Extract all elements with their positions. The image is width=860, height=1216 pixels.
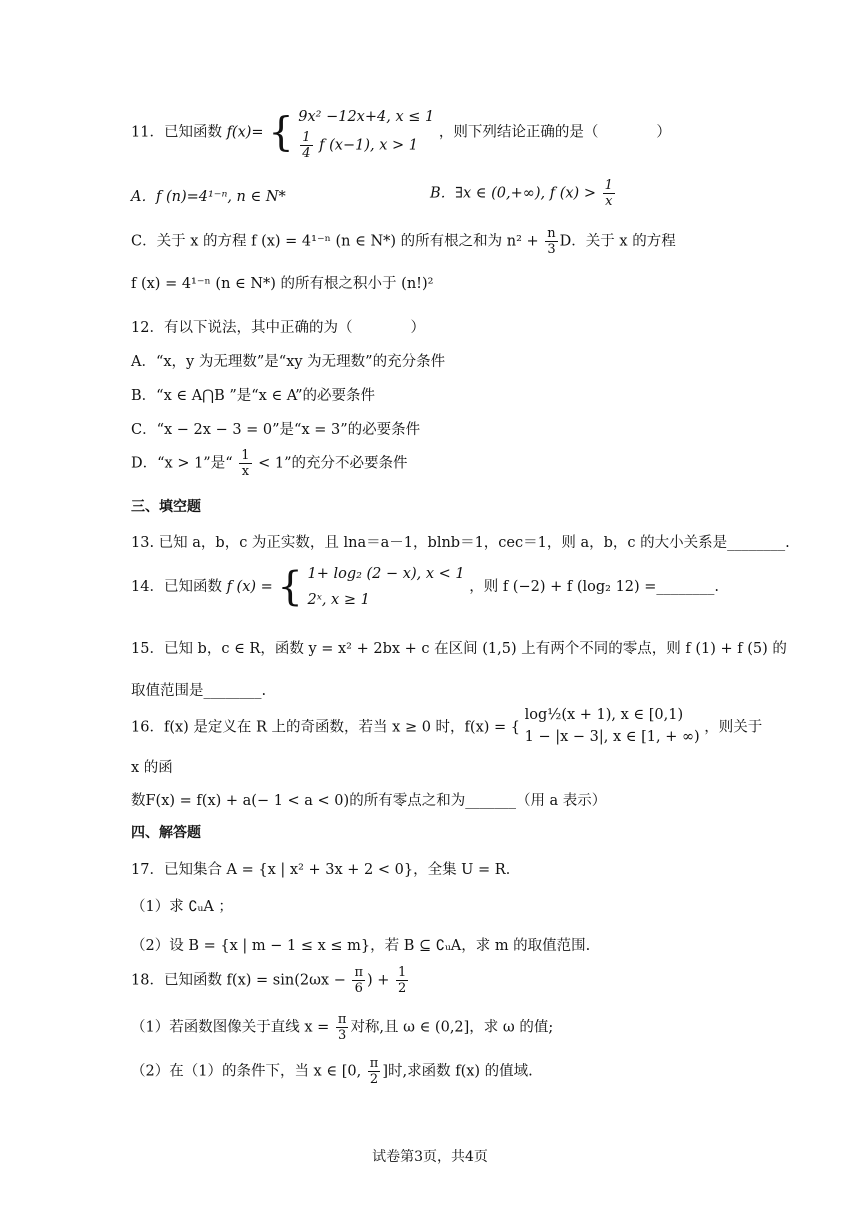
q12-option-c: C．“x − 2x − 3 = 0”是“x = 3”的必要条件 <box>131 422 421 438</box>
q11-case-1: 9x² −12x+4, x ≤ 1 <box>298 109 435 125</box>
q11-brace: { <box>268 109 294 156</box>
section-title-solutions: 四、解答题 <box>131 825 201 841</box>
q11-optc-fraction: $\frac{n}{3}$ <box>547 226 556 257</box>
q11-function-name: f(x)= <box>226 124 264 141</box>
q11-paren-close: ） <box>656 124 671 141</box>
q11-option-b: B．∃x ∈ (0,+∞), f (x) > $\frac{1}{x}$ <box>430 178 613 209</box>
q14-case-2: 2ˣ, x ≥ 1 <box>307 592 370 608</box>
page-footer: 试卷第3页，共4页 <box>372 1149 488 1165</box>
q17-part2: （2）设 B = {x | m − 1 ≤ x ≤ m}，若 B ⊆ ∁ᵤA，求 m 的取值范围. <box>131 938 591 954</box>
q16-line1: 16．f(x) 是定义在 R 上的奇函数，若当 x ≥ 0 时，f(x) = { log½(x + 1), x ∈ [0,1) 1 − |x − 3|, x ∈ [1, + ∞) ，则关于 <box>131 704 762 748</box>
q18-part1: （1）若函数图像关于直线 x = $\frac{\pi}{3}$ 对称,且 ω ∈ (0,2]，求 ω 的值; <box>131 1012 554 1043</box>
q18-stem: 18．已知函数 f(x) = sin(2ωx − $\frac{\pi}{6}$ ) + $\frac{1}{2}$ <box>131 965 407 996</box>
q14: 14．已知函数 f (x) = { 1+ log₂ (2 − x), x < 1 2ˣ, x ≥ 1 ，则 f (−2) + f (log₂ 12) =________. <box>131 561 719 613</box>
q12-option-d: D．“x > 1”是“ $\frac{1}{x}$ < 1”的充分不必要条件 <box>131 448 408 479</box>
q15-line2: 取值范围是________. <box>131 683 267 699</box>
q16-case-2: 1 − |x − 3|, x ∈ [1, + ∞) <box>524 729 700 745</box>
q14-case-1: 1+ log₂ (2 − x), x < 1 <box>307 566 465 582</box>
q16-case-1: log½(x + 1), x ∈ [0,1) <box>524 707 684 723</box>
q14-brace: { <box>277 564 303 610</box>
q16-line2: x 的函 <box>131 760 173 776</box>
q14-cases <box>307 561 464 613</box>
q11-case-2: $\frac{1}{4}$ f (x−1), x > 1 <box>302 130 418 161</box>
q13: 13. 已知 a，b，c 为正实数，且 lna＝a－1，blnb＝1，cec＝1，则 a，b，c 的大小关系是________. <box>131 535 790 551</box>
q18-frac-1-2: $\frac{1}{2}$ <box>398 965 407 996</box>
q16-line3: 数F(x) = f(x) + a(− 1 < a < 0)的所有零点之和为_______（用 a 表示） <box>131 793 607 809</box>
q11-number: 11．已知函数 <box>131 124 222 141</box>
q15-line1: 15．已知 b，c ∈ R，函数 y = x² + 2bx + c 在区间 (1,5) 上有两个不同的零点，则 f (1) + f (5) 的 <box>131 641 787 657</box>
q11-tail: ，则下列结论正确的是（ <box>438 124 599 141</box>
q11-optb-fraction: $\frac{1}{x}$ <box>604 178 613 209</box>
q16-cases <box>525 704 700 748</box>
q12-option-b: B．“x ∈ A⋂B ”是“x ∈ A”的必要条件 <box>131 388 376 404</box>
q11-cases <box>298 104 434 161</box>
q12-option-a: A．“x，y 为无理数”是“xy 为无理数”的充分条件 <box>131 354 446 370</box>
q11-option-a: A．f (n)=4¹⁻ⁿ, n ∈ N* <box>131 189 286 205</box>
q17-part1: （1）求 ∁ᵤA ； <box>131 899 233 915</box>
q18-frac-pi-3: $\frac{\pi}{3}$ <box>337 1012 347 1043</box>
section-title-fill-blank: 三、填空题 <box>131 499 201 515</box>
q11-option-d-head: D．关于 x 的方程 <box>559 233 676 250</box>
q11-stem <box>131 104 671 161</box>
q18-frac-pi-2: $\frac{\pi}{2}$ <box>369 1056 379 1087</box>
q11-case2-fraction: $\frac{1}{4}$ <box>302 130 311 161</box>
q11-option-d-line2: f (x) = 4¹⁻ⁿ (n ∈ N*) 的所有根之积小于 (n!)² <box>131 276 434 292</box>
q11-option-c: C．关于 x 的方程 f (x) = 4¹⁻ⁿ (n ∈ N*) 的所有根之和为 n² + $\frac{n}{3}$ D．关于 x 的方程 <box>131 226 676 257</box>
q17-stem: 17．已知集合 A = {x | x² + 3x + 2 < 0}，全集 U = R． <box>131 862 521 878</box>
q18-part2: （2）在（1）的条件下，当 x ∈ [0, $\frac{\pi}{2}$ ]时,求函数 f(x) 的值域. <box>131 1056 533 1087</box>
q12-stem: 12．有以下说法，其中正确的为（ ） <box>131 320 425 336</box>
q18-frac-pi-6: $\frac{\pi}{6}$ <box>354 965 364 996</box>
q12-optd-fraction: $\frac{1}{x}$ <box>241 448 250 479</box>
